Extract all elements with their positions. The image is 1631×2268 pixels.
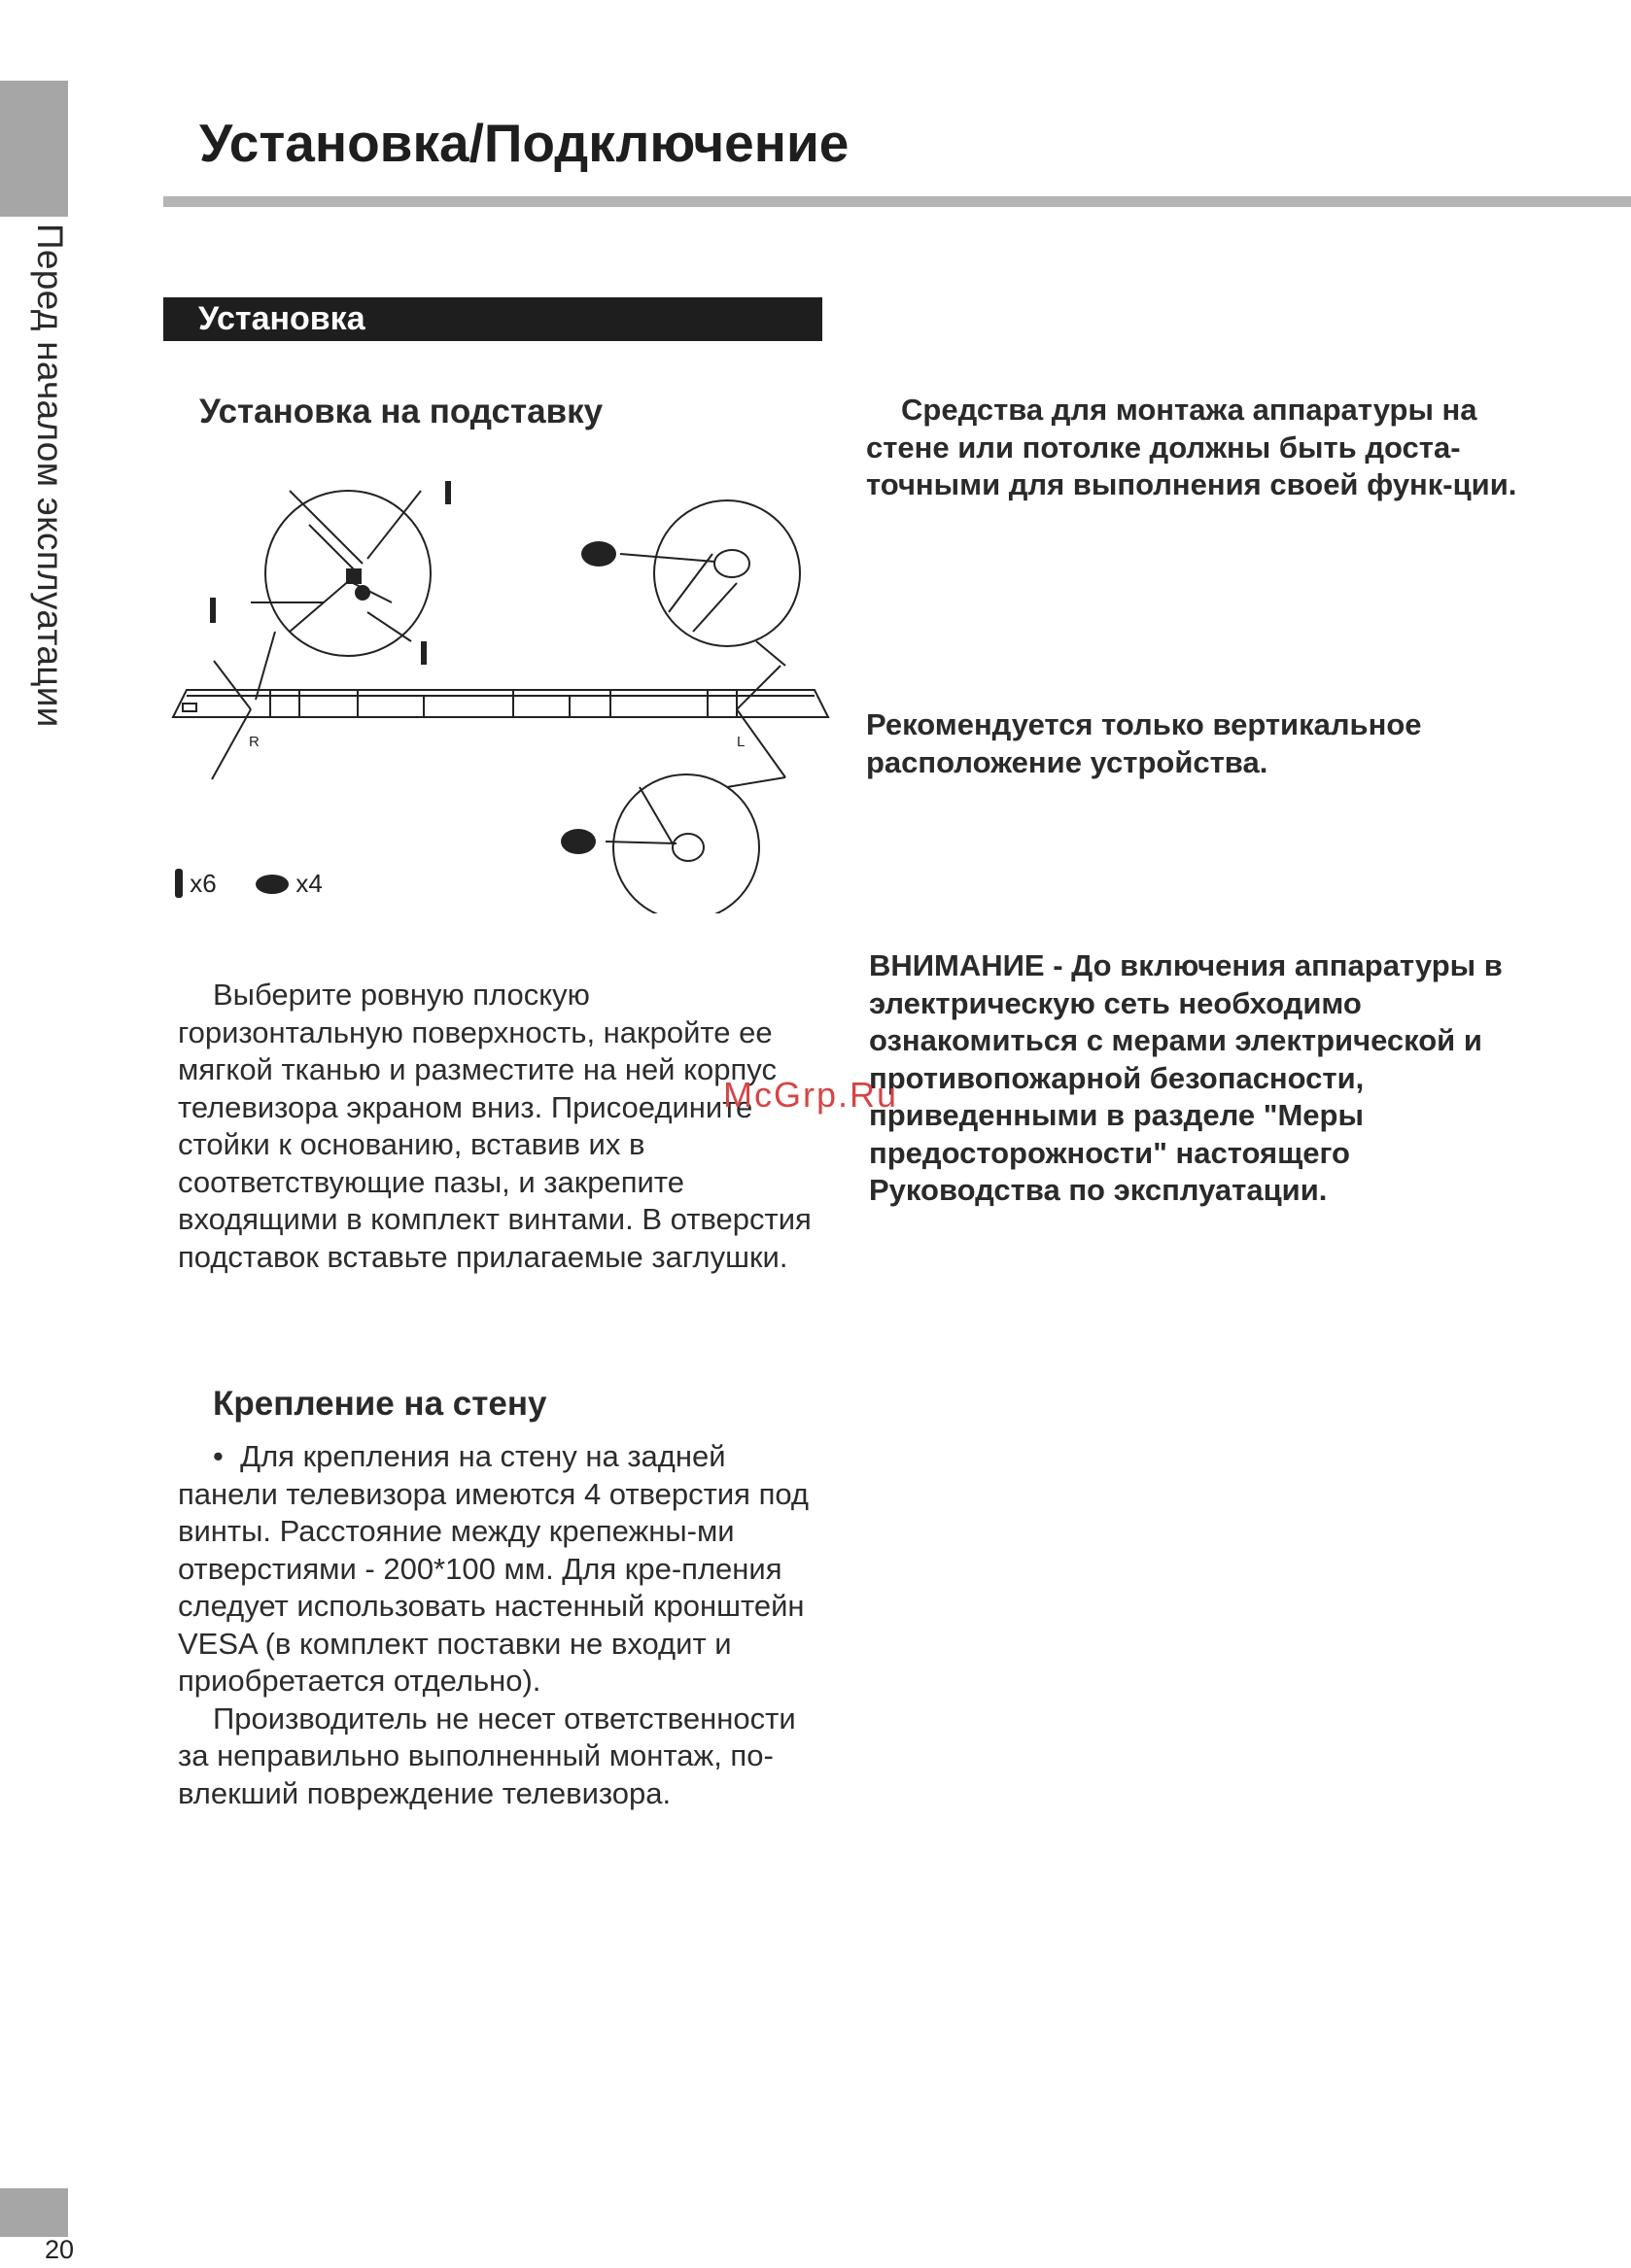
section-header: Установка — [163, 297, 822, 341]
mounting-note: Средства для монтажа аппаратуры на стене или потолке должны быть доста-точными для выполнения своей функ-ции. — [866, 393, 1517, 501]
screw-count: x6 — [190, 869, 217, 898]
side-tab-marker — [0, 81, 68, 217]
wall-mount-text — [178, 1438, 829, 1812]
screw-icon — [175, 869, 183, 898]
stand-instructions: Выберите ровную плоскую горизонтальную поверхность, накройте ее мягкой тканью и разместите на ней корпус телевизора экраном вниз. Присоедините стойки к основанию, вставив их в соответствующие пазы, и закрепите входящими в комплект винтами. В отверстия подставок вставьте прилагаемые заглушки. — [178, 978, 812, 1274]
bullet-marker: • — [213, 1439, 224, 1473]
plug-icon — [256, 875, 289, 894]
wall-mount-heading: Крепление на стену — [213, 1385, 547, 1423]
wall-mount-paragraph-2: Производитель не несет ответственности за неправильно выполненный монтаж, по-влекший повреждение телевизора. — [178, 1701, 796, 1810]
plug-count: x4 — [295, 869, 323, 898]
page-title: Установка/Подключение — [199, 113, 850, 173]
stand-assembly-diagram — [163, 466, 844, 913]
wall-mount-paragraph-1: Для крепления на стену на задней панели телевизора имеются 4 отверстия под винты. Расстояние между крепежны-ми отверстиями - 200*100 мм. Для кре-пления следует использовать настенный кронштейн VESA (в комплект поставки не входит и приобретается отдельно). — [178, 1439, 810, 1698]
safety-warning: ВНИМАНИЕ - До включения аппаратуры в электрическую сеть необходимо ознакомиться с мерами электрической и противопожарной безопасности, приведенными в разделе "Меры предосторожности" настоящего Руководства по эксплуатации. — [869, 948, 1503, 1207]
page-number: 20 — [45, 2235, 75, 2264]
page-number-tab — [0, 2188, 68, 2237]
side-section-label: Перед началом эксплуатации — [30, 223, 70, 728]
watermark: McGrp.Ru — [723, 1075, 899, 1115]
wall-mount-bullet-item — [178, 1438, 829, 1701]
diagram-label-right: R — [249, 734, 260, 750]
stand-heading: Установка на подставку — [199, 393, 604, 430]
vertical-note: Рекомендуется только вертикальное расположение устройства. — [866, 707, 1422, 779]
diagram-label-left: L — [737, 734, 746, 750]
parts-legend — [175, 869, 323, 899]
title-divider — [163, 196, 1631, 207]
